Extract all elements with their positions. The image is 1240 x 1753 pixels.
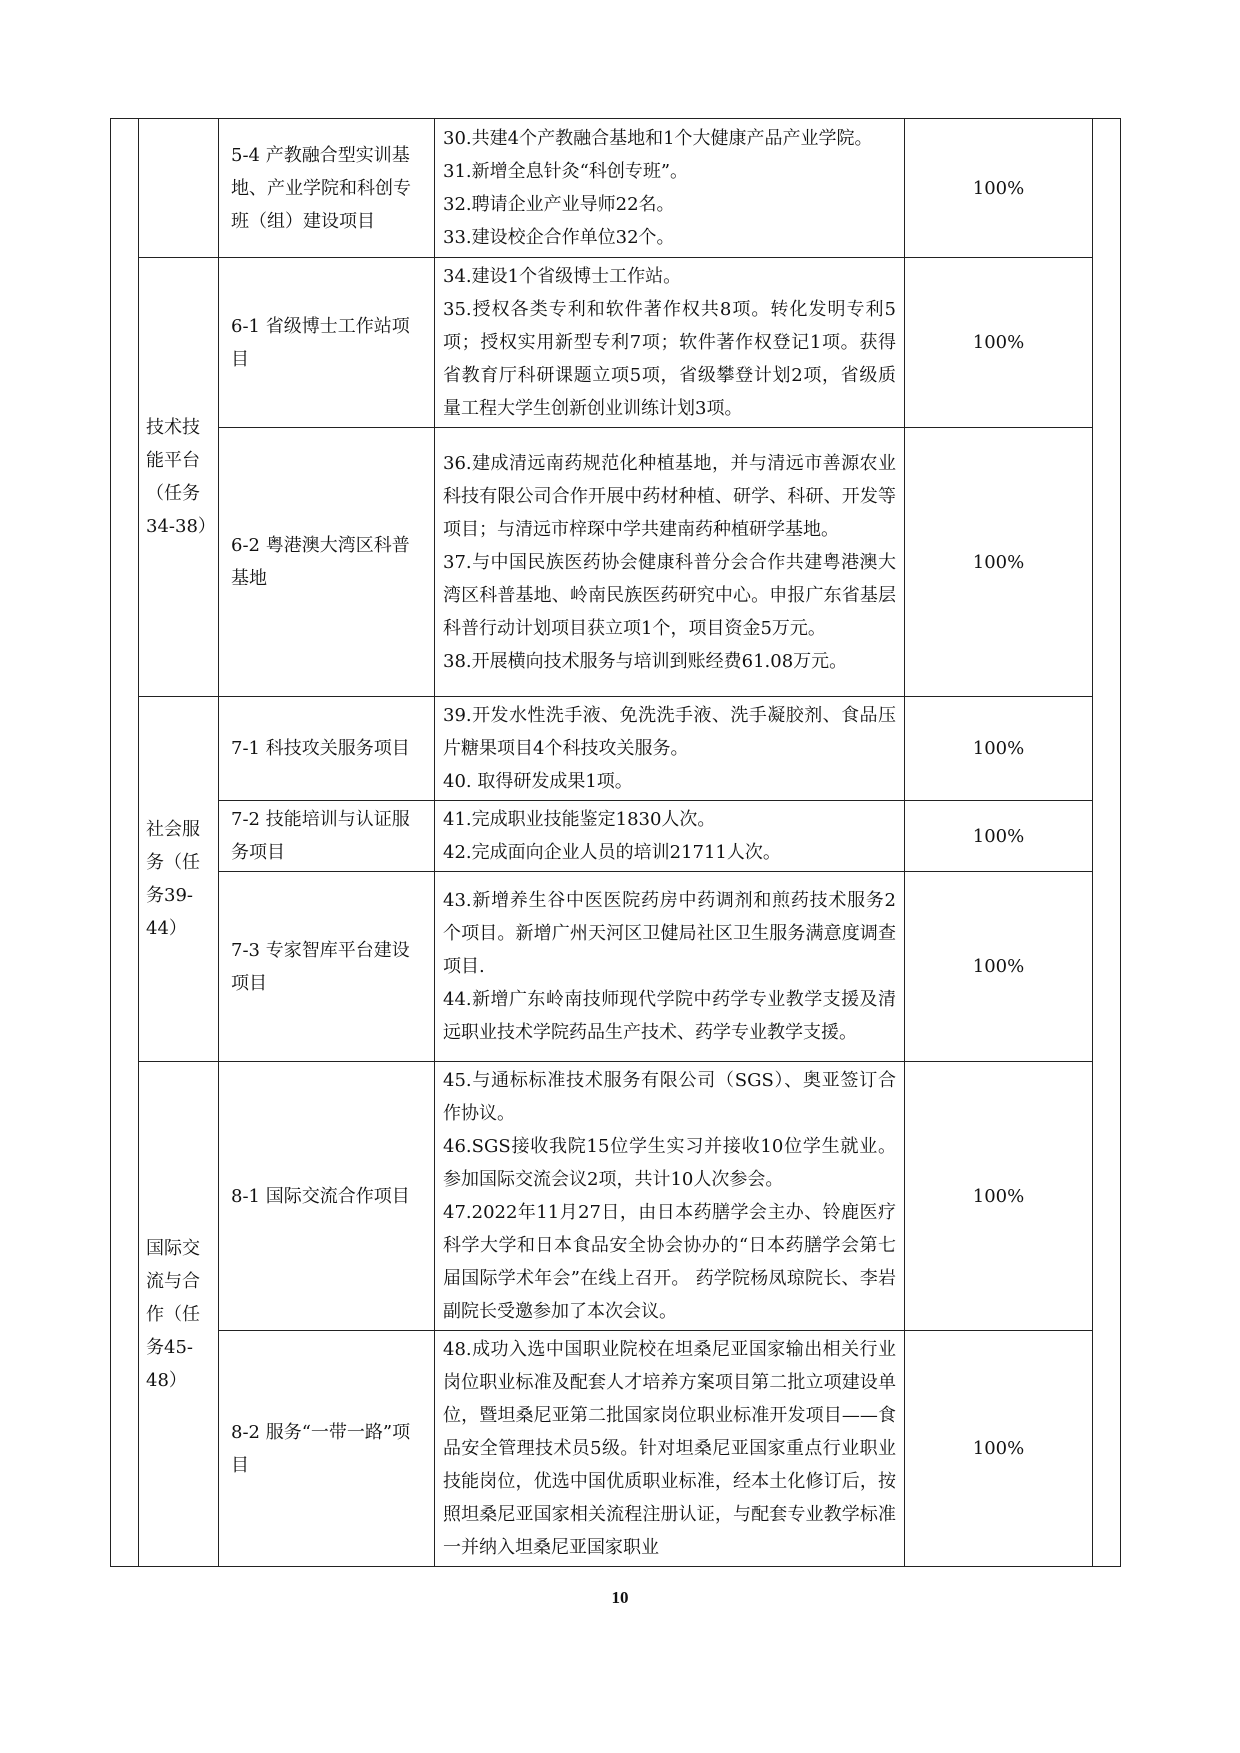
left-margin-cell: [111, 119, 139, 1567]
completion-rate: 100%: [905, 428, 1093, 697]
project-name: 8-1 国际交流合作项目: [219, 1062, 435, 1331]
category-tech-platform: 技术技能平台（任务34-38）: [139, 258, 219, 697]
task-item: 48.成功入选中国职业院校在坦桑尼亚国家输出相关行业岗位职业标准及配套人才培养方案项目第二批立项建设单位，暨坦桑尼亚第二批国家岗位职业标准开发项目——食品安全管理技术员5级。针对坦桑尼亚国家重点行业职业技能岗位，优选中国优质职业标准，经本土化修订后，按照坦桑尼亚国家相关流程注册认证，与配套专业教学标准一并纳入坦桑尼亚国家职业: [443, 1339, 896, 1558]
task-item: 35.授权各类专利和软件著作权共8项。转化发明专利5项；授权实用新型专利7项；软件著作权登记1项。获得省教育厅科研课题立项5项，省级攀登计划2项，省级质量工程大学生创新创业训练计划3项。: [443, 299, 896, 419]
project-name: 8-2 服务“一带一路”项目: [219, 1331, 435, 1567]
category-cell-empty: [139, 119, 219, 258]
category-social-service: 社会服务（任务39-44）: [139, 697, 219, 1062]
project-name: 7-3 专家智库平台建设项目: [219, 872, 435, 1062]
task-table: [110, 118, 1121, 1567]
task-item: 47.2022年11月27日，由日本药膳学会主办、铃鹿医疗科学大学和日本食品安全协会协办的“日本药膳学会第七届国际学术年会”在线上召开。 药学院杨凤琼院长、李岩副院长受邀参加了本次会议。: [443, 1202, 896, 1322]
table-row: [111, 428, 1121, 697]
right-margin-cell: [1093, 119, 1121, 1567]
table-row: [111, 697, 1121, 801]
task-item: 40. 取得研发成果1项。: [443, 771, 633, 792]
page-number: 10: [611, 1588, 629, 1607]
task-item: 39.开发水性洗手液、免洗洗手液、洗手凝胶剂、食品压片糖果项目4个科技攻关服务。: [443, 705, 896, 759]
project-name: 7-2 技能培训与认证服务项目: [219, 801, 435, 872]
task-item: 34.建设1个省级博士工作站。: [443, 266, 682, 287]
completion-rate: 100%: [905, 697, 1093, 801]
project-name: 6-2 粤港澳大湾区科普基地: [219, 428, 435, 697]
task-item: 45.与通标标准技术服务有限公司（SGS）、奥亚签订合作协议。: [443, 1070, 896, 1124]
table-row: [111, 872, 1121, 1062]
completion-rate: 100%: [905, 258, 1093, 428]
completion-rate: 100%: [905, 801, 1093, 872]
category-international: 国际交流与合作（任务45-48）: [139, 1062, 219, 1567]
task-content: [435, 697, 905, 801]
task-item: 41.完成职业技能鉴定1830人次。: [443, 809, 716, 830]
task-item: 44.新增广东岭南技师现代学院中药学专业教学支援及清远职业技术学院药品生产技术、药学专业教学支援。: [443, 989, 896, 1043]
task-item: 32.聘请企业产业导师22名。: [443, 194, 675, 215]
table-row: [111, 1331, 1121, 1567]
task-item: 37.与中国民族医药协会健康科普分会合作共建粤港澳大湾区科普基地、岭南民族医药研究中心。申报广东省基层科普行动计划项目获立项1个，项目资金5万元。: [443, 551, 896, 639]
task-content: [435, 119, 905, 258]
task-content: [435, 872, 905, 1062]
project-name: 7-1 科技攻关服务项目: [219, 697, 435, 801]
task-content: [435, 258, 905, 428]
project-name: 5-4 产教融合型实训基地、产业学院和科创专班（组）建设项目: [219, 119, 435, 258]
table-row: [111, 1062, 1121, 1331]
task-item: 30.共建4个产教融合基地和1个大健康产品产业学院。: [443, 128, 873, 149]
task-item: 43.新增养生谷中医医院药房中药调剂和煎药技术服务2个项目。新增广州天河区卫健局社区卫生服务满意度调查项目.: [443, 890, 896, 977]
completion-rate: 100%: [905, 872, 1093, 1062]
task-item: 46.SGS接收我院15位学生实习并接收10位学生就业。参加国际交流会议2项，共计10人次参会。: [443, 1136, 896, 1190]
project-name: 6-1 省级博士工作站项目: [219, 258, 435, 428]
completion-rate: 100%: [905, 119, 1093, 258]
task-content: [435, 428, 905, 697]
table-row: [111, 258, 1121, 428]
task-content: [435, 1331, 905, 1567]
task-content: [435, 801, 905, 872]
task-content: [435, 1062, 905, 1331]
task-item: 33.建设校企合作单位32个。: [443, 227, 675, 248]
task-item: 38.开展横向技术服务与培训到账经费61.08万元。: [443, 650, 848, 672]
table-row: [111, 119, 1121, 258]
completion-rate: 100%: [905, 1062, 1093, 1331]
task-item: 42.完成面向企业人员的培训21711人次。: [443, 842, 781, 863]
table-row: [111, 801, 1121, 872]
task-item: 31.新增全息针灸“科创专班”。: [443, 161, 689, 182]
task-item: 36.建成清远南药规范化种植基地，并与清远市善源农业科技有限公司合作开展中药材种植、研学、科研、开发等项目；与清远市梓琛中学共建南药种植研学基地。: [443, 452, 896, 540]
completion-rate: 100%: [905, 1331, 1093, 1567]
